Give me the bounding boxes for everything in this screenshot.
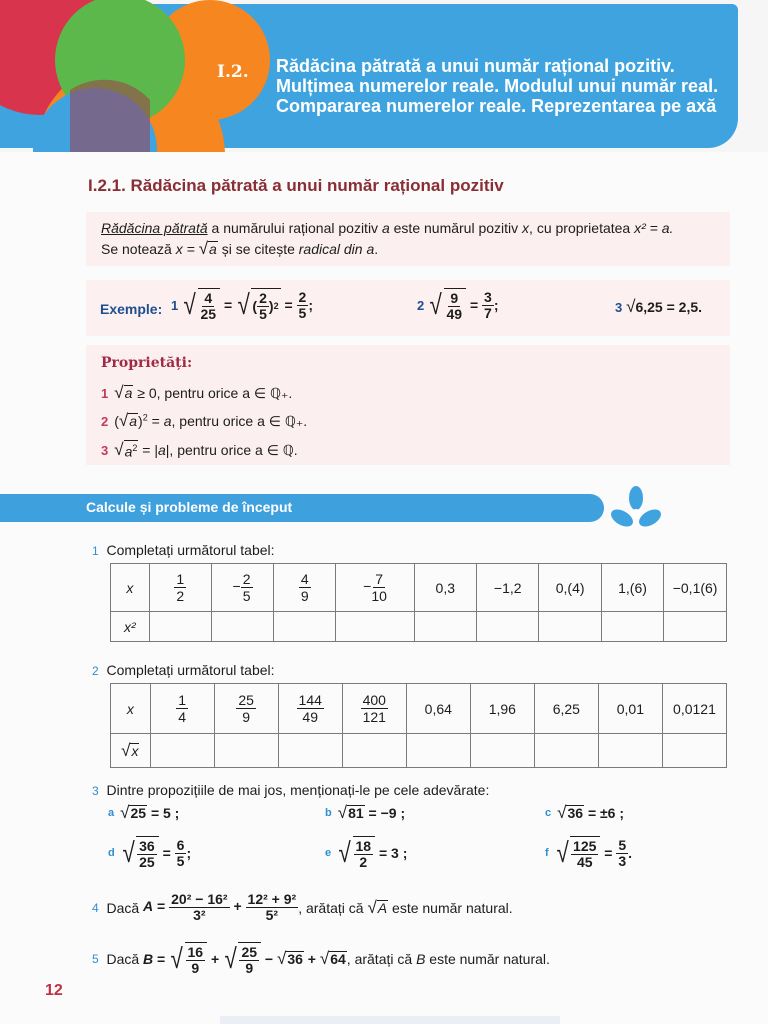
property-text: , pentru orice a ∈ ℚ₊. [156,385,293,401]
table-header-cell: √ x [111,734,151,768]
item-letter: e [325,847,332,859]
property-number: 3 [101,442,109,458]
item-letter: b [325,807,332,819]
examples-label: Exemple: [100,301,163,317]
table-exercise-2 [110,683,727,768]
table-cell: −1,2 [476,564,539,612]
table-cell [598,734,662,768]
definition-formula: x² = a. [634,220,674,236]
exercise-3-item-c: c √ 36 = ±6 ; [545,803,625,822]
item-letter: c [545,807,552,819]
period: . [374,241,379,257]
definition-text: a numărului rațional pozitiv [211,220,379,236]
item-letter: f [545,847,549,859]
exercise-5: 5 Dacă B = √ $\frac{16}{9}$ + √ $\frac{25}{9}$ − √ 36 + √ 64 , arătați că B este număr natural. [92,943,550,976]
exercise-3 [92,782,489,798]
table-cell: 1,(6) [601,564,663,612]
exercise-text: Completați următorul tabel: [106,542,275,558]
exercise-1 [92,542,275,558]
chapter-title [276,56,736,116]
page-number: 12 [45,982,63,999]
table-cell [476,612,539,642]
table-cell [211,612,273,642]
exercise-number: 1 [92,544,99,558]
table-cell: $\frac{1}{2}$ [149,564,211,612]
property-2: 2 ( √ a )$^2$ = a, pentru orice a ∈ ℚ₊. [101,411,308,430]
table-cell [664,612,727,642]
chapter-title-line: Mulțimea numerelor reale. Modulul unui număr real. [276,76,719,96]
definition-line-2 [101,240,378,258]
example-3: 3 √ 6,25 = 2,5. [615,297,703,316]
table-cell [214,734,278,768]
table-cell [342,734,406,768]
exercise-number: 5 [92,952,99,966]
exercise-text: Dintre propozițiile de mai jos, menționați-le pe cele adevărate: [106,782,490,798]
exercise-text: Completați următorul tabel: [106,662,275,678]
item-rest: = −9 ; [368,805,406,821]
exercise-3-item-f: f √ $\frac{125}{45}$ = $\frac{5}{3}$ . [545,836,633,870]
chapter-title-line: Compararea numerelor reale. Reprezentarea pe axă [276,96,717,116]
exercise-text: , arătați că [346,951,413,967]
exercise-3-item-b: b √ 81 = −9 ; [325,803,406,822]
table-cell: − $\frac{2}{5}$ [211,564,273,612]
triangle-logo-icon [610,484,662,528]
table-cell: $\frac{4}{9}$ [274,564,336,612]
definition-text: este numărul pozitiv [393,220,519,236]
table-cell: $\frac{144}{49}$ [278,684,342,734]
table-cell: 0,01 [598,684,662,734]
exercise-number: 2 [92,664,99,678]
table-cell: 1,96 [470,684,534,734]
table-cell: $\frac{400}{121}$ [342,684,406,734]
exercise-4: 4 Dacă A = $\frac{\text{20² − 16²}}{\text{3²}}$ + $\frac{\text{12² + 9²}}{\text{5²}}$ , arătați că √ A este număr natural. [92,891,513,923]
bottom-decoration [220,1016,560,1024]
definition-text: și se citește [221,241,295,257]
exercise-2 [92,662,275,678]
table-cell [336,612,414,642]
table-row [111,684,727,734]
exercise-3-item-a: a √ 25 = 5 ; [108,803,180,822]
table-row [111,734,727,768]
section-title: I.2.1. Rădăcina pătrată a unui număr rațional pozitiv [88,176,504,195]
table-cell: $\frac{25}{9}$ [214,684,278,734]
example-1: 1 √ $\frac{4}{25}$ = √ ( $\frac{2}{5}$ ) 2 = $\frac{2}{5}$ ; [171,288,314,322]
table-cell: 0,3 [414,564,476,612]
chapter-title-line: Rădăcina pătrată a unui număr rațional pozitiv. [276,56,675,76]
exercise-number: 4 [92,900,99,915]
exercise-text: Dacă [106,951,140,967]
item-letter: d [108,847,115,859]
table-cell [539,612,601,642]
exercise-text: este număr natural. [392,899,513,916]
example-3-text: 6,25 = 2,5. [635,299,703,315]
table-cell [534,734,598,768]
property-number: 2 [101,414,109,429]
exercise-3-item-e: e √ $\frac{18}{2}$ = 3 ; [325,837,408,870]
definition-text: Se notează [101,241,172,257]
table-cell: − $\frac{7}{10}$ [336,564,414,612]
item-rest: = ±6 ; [587,805,625,821]
table-cell: $\frac{1}{4}$ [150,684,214,734]
table-cell: 6,25 [534,684,598,734]
definition-text: , cu proprietatea [529,220,631,236]
table-cell [274,612,336,642]
banner-label: Calcule și probleme de început [86,499,293,515]
example-2: 2 √ $\frac{9}{49}$ = $\frac{3}{7}$ ; [417,288,499,322]
table-header-cell: x [111,684,151,734]
table-header-cell: x² [111,612,150,642]
table-cell [601,612,663,642]
exercise-number: 3 [92,784,99,798]
table-row [111,564,727,612]
property-number: 1 [101,386,109,401]
property-text: , pentru orice a ∈ ℚ₊. [171,413,308,429]
table-cell: 0,(4) [539,564,601,612]
table-cell [406,734,470,768]
table-cell [150,734,214,768]
table-cell [662,734,726,768]
item-rest: = 5 ; [150,805,180,821]
example-number: 3 [615,299,623,315]
table-cell: 0,64 [406,684,470,734]
definition-line-1 [101,220,673,236]
table-header-cell: x [111,564,150,612]
property-text: , pentru orice a ∈ ℚ. [169,441,298,458]
item-letter: a [108,807,115,819]
properties-title: Proprietăți: [101,355,193,371]
exercise-text: , arătați că [298,899,364,916]
chapter-header [0,0,768,152]
table-cell: 0,0121 [662,684,726,734]
radicand: 81 [348,805,364,821]
definition-term: Rădăcina pătrată [101,220,208,236]
var-b: B [416,951,426,967]
table-cell [414,612,476,642]
example-number: 2 [417,297,425,313]
table-row [111,612,727,642]
table-exercise-1 [110,563,727,642]
exercise-3-item-d: d √ $\frac{36}{25}$ = $\frac{6}{5}$ ; [108,836,192,870]
radicand: 25 [130,805,147,821]
table-cell [278,734,342,768]
venn-circles-decoration [0,0,300,152]
property-3: 3 √ $a^2$ = |a|, pentru orice a ∈ ℚ. [101,439,298,460]
property-1: 1 √ a ≥ 0, pentru orice a ∈ ℚ₊. [101,383,293,402]
table-cell: −0,1(6) [664,564,727,612]
notation-formula: x = √ a [175,239,217,258]
var-a: a [381,220,390,236]
radicand: 36 [567,805,584,821]
exercise-text: este număr natural. [429,951,550,967]
read-as-text: radical din a [298,241,375,257]
exercise-text: Dacă [106,899,140,916]
var-x: x [522,220,530,236]
table-cell [149,612,211,642]
table-cell [470,734,534,768]
example-number: 1 [171,297,179,313]
chapter-number: I.2. [217,62,249,82]
